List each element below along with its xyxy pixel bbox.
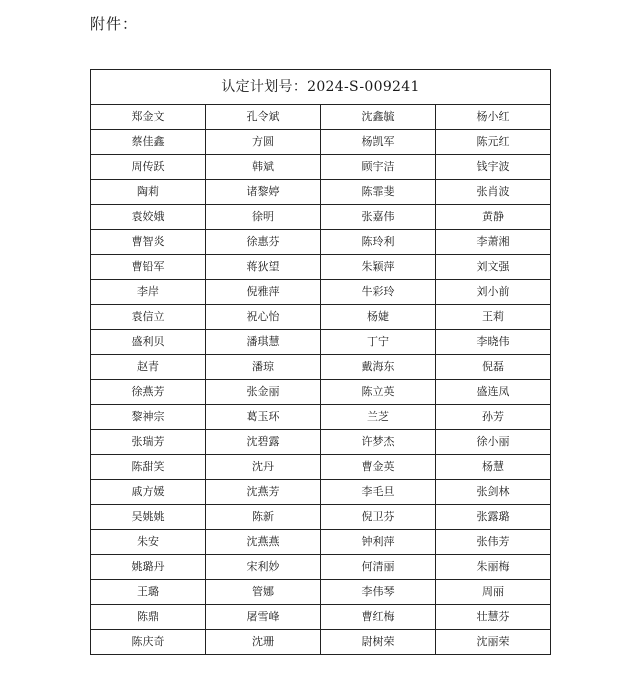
name-cell: 曹红梅 xyxy=(321,605,436,630)
name-cell: 陈立英 xyxy=(321,380,436,405)
table-row xyxy=(91,355,551,380)
table-row xyxy=(91,505,551,530)
name-cell: 钟利萍 xyxy=(321,530,436,555)
name-cell: 徐小丽 xyxy=(436,430,551,455)
name-cell: 张金丽 xyxy=(206,380,321,405)
name-cell: 张瑞芳 xyxy=(91,430,206,455)
name-cell: 壮慧芬 xyxy=(436,605,551,630)
name-cell: 张剑林 xyxy=(436,480,551,505)
name-cell: 牛彩玲 xyxy=(321,280,436,305)
table-row xyxy=(91,255,551,280)
name-cell: 倪雅萍 xyxy=(206,280,321,305)
table-row xyxy=(91,205,551,230)
name-cell: 周丽 xyxy=(436,580,551,605)
name-cell: 陈霏斐 xyxy=(321,180,436,205)
name-cell: 姚璐丹 xyxy=(91,555,206,580)
name-cell: 诸黎婷 xyxy=(206,180,321,205)
name-cell: 黄静 xyxy=(436,205,551,230)
name-cell: 倪磊 xyxy=(436,355,551,380)
name-cell: 沈碧露 xyxy=(206,430,321,455)
table-row xyxy=(91,455,551,480)
table-row xyxy=(91,130,551,155)
table-row xyxy=(91,580,551,605)
table-row xyxy=(91,630,551,655)
name-cell: 葛玉环 xyxy=(206,405,321,430)
name-cell: 李毛旦 xyxy=(321,480,436,505)
name-cell: 倪卫芬 xyxy=(321,505,436,530)
name-cell: 盛连凤 xyxy=(436,380,551,405)
table-row xyxy=(91,155,551,180)
name-cell: 潘琪慧 xyxy=(206,330,321,355)
name-cell: 徐燕芳 xyxy=(91,380,206,405)
name-cell: 管娜 xyxy=(206,580,321,605)
name-cell: 何清丽 xyxy=(321,555,436,580)
name-cell: 张露璐 xyxy=(436,505,551,530)
name-cell: 钱宇波 xyxy=(436,155,551,180)
name-cell: 兰芝 xyxy=(321,405,436,430)
table-row xyxy=(91,430,551,455)
name-cell: 黎神宗 xyxy=(91,405,206,430)
name-cell: 杨凯军 xyxy=(321,130,436,155)
name-cell: 沈燕燕 xyxy=(206,530,321,555)
name-cell: 曹铅军 xyxy=(91,255,206,280)
name-cell: 袁信立 xyxy=(91,305,206,330)
name-cell: 朱颖萍 xyxy=(321,255,436,280)
table-row xyxy=(91,180,551,205)
name-cell: 盛利贝 xyxy=(91,330,206,355)
name-cell: 刘小前 xyxy=(436,280,551,305)
name-cell: 许梦杰 xyxy=(321,430,436,455)
name-cell: 方圆 xyxy=(206,130,321,155)
name-cell: 朱丽梅 xyxy=(436,555,551,580)
name-cell: 刘文强 xyxy=(436,255,551,280)
name-cell: 周传跃 xyxy=(91,155,206,180)
table-row xyxy=(91,230,551,255)
name-cell: 李萧湘 xyxy=(436,230,551,255)
name-cell: 陶莉 xyxy=(91,180,206,205)
table-row xyxy=(91,105,551,130)
attachment-label: 附件： xyxy=(90,15,139,33)
name-cell: 杨婕 xyxy=(321,305,436,330)
name-cell: 沈燕芳 xyxy=(206,480,321,505)
name-cell: 尉树荣 xyxy=(321,630,436,655)
table-row xyxy=(91,405,551,430)
name-cell: 徐惠芬 xyxy=(206,230,321,255)
name-cell: 屠雪峰 xyxy=(206,605,321,630)
table-row xyxy=(91,305,551,330)
name-cell: 杨慧 xyxy=(436,455,551,480)
table-row xyxy=(91,380,551,405)
name-cell: 沈丽荣 xyxy=(436,630,551,655)
name-cell: 曹智炎 xyxy=(91,230,206,255)
name-cell: 朱安 xyxy=(91,530,206,555)
plan-number-title: 认定计划号：2024-S-009241 xyxy=(91,70,551,105)
name-cell: 徐明 xyxy=(206,205,321,230)
name-cell: 顾宇洁 xyxy=(321,155,436,180)
name-cell: 陈元红 xyxy=(436,130,551,155)
name-cell: 李岸 xyxy=(91,280,206,305)
name-cell: 孙芳 xyxy=(436,405,551,430)
name-cell: 陈庆奇 xyxy=(91,630,206,655)
name-cell: 李晓伟 xyxy=(436,330,551,355)
name-cell: 潘琼 xyxy=(206,355,321,380)
name-cell: 韩斌 xyxy=(206,155,321,180)
table-row xyxy=(91,330,551,355)
name-table xyxy=(90,69,551,655)
table-row xyxy=(91,530,551,555)
name-cell: 沈珊 xyxy=(206,630,321,655)
name-cell: 陈鼎 xyxy=(91,605,206,630)
name-cell: 赵青 xyxy=(91,355,206,380)
name-cell: 张肖波 xyxy=(436,180,551,205)
name-cell: 杨小红 xyxy=(436,105,551,130)
name-cell: 张伟芳 xyxy=(436,530,551,555)
name-cell: 丁宁 xyxy=(321,330,436,355)
table-row xyxy=(91,480,551,505)
name-cell: 蔡佳鑫 xyxy=(91,130,206,155)
table-row xyxy=(91,280,551,305)
name-cell: 戚方媛 xyxy=(91,480,206,505)
name-cell: 祝心怡 xyxy=(206,305,321,330)
name-cell: 陈玲利 xyxy=(321,230,436,255)
name-cell: 宋利妙 xyxy=(206,555,321,580)
name-cell: 李伟琴 xyxy=(321,580,436,605)
name-cell: 吴姚姚 xyxy=(91,505,206,530)
name-cell: 曹金英 xyxy=(321,455,436,480)
table-row xyxy=(91,605,551,630)
table-title-row xyxy=(91,70,551,105)
name-cell: 蒋狄望 xyxy=(206,255,321,280)
name-cell: 张嘉伟 xyxy=(321,205,436,230)
name-cell: 沈鑫毓 xyxy=(321,105,436,130)
name-cell: 陈甜笑 xyxy=(91,455,206,480)
name-cell: 郑金文 xyxy=(91,105,206,130)
name-cell: 王莉 xyxy=(436,305,551,330)
name-cell: 王璐 xyxy=(91,580,206,605)
name-cell: 袁姣娥 xyxy=(91,205,206,230)
name-cell: 戴海东 xyxy=(321,355,436,380)
table-body xyxy=(91,70,551,655)
name-cell: 沈丹 xyxy=(206,455,321,480)
name-cell: 陈新 xyxy=(206,505,321,530)
name-cell: 孔令斌 xyxy=(206,105,321,130)
table-row xyxy=(91,555,551,580)
